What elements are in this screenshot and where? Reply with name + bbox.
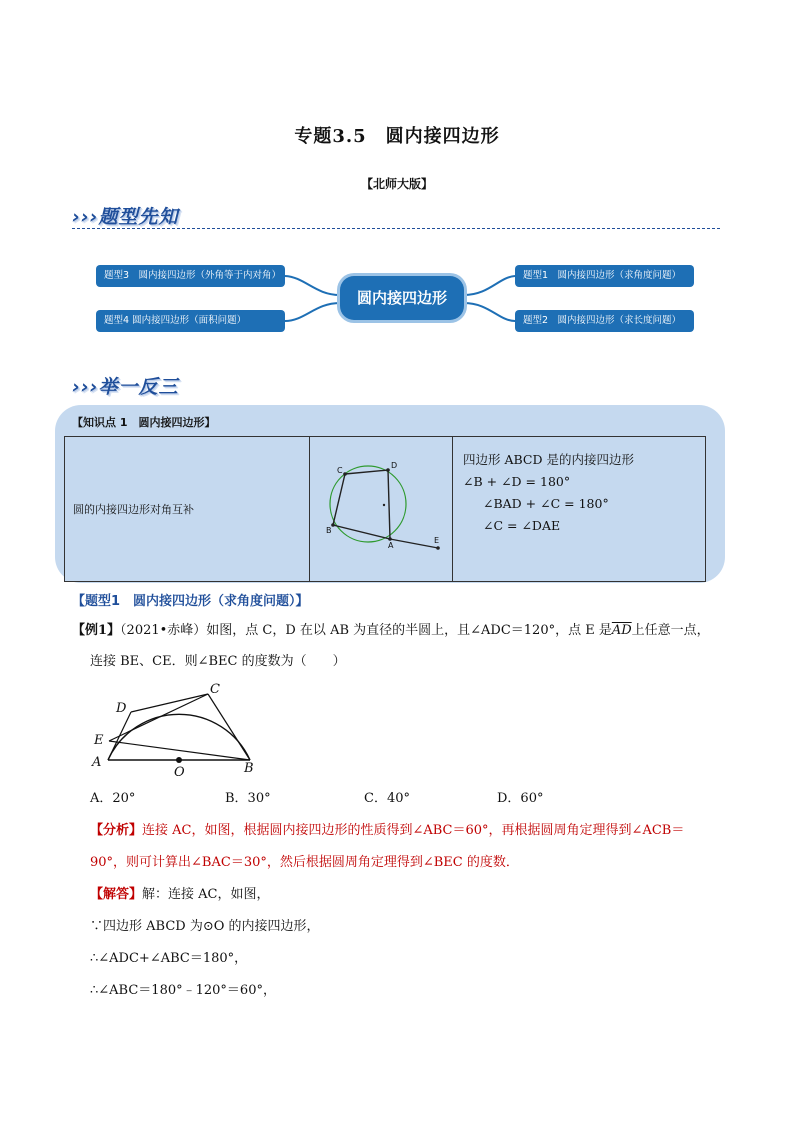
arc-label: $\overline{AD}$ <box>611 623 632 638</box>
point-label-o: O <box>174 765 185 780</box>
page-title: 专题3.5 圆内接四边形 <box>294 126 500 147</box>
knowledge-header: 【知识点 1 圆内接四边形】 <box>72 416 216 429</box>
option-a[interactable]: A．20° <box>90 791 136 806</box>
statement-3: ∠C = ∠DAE <box>483 518 561 533</box>
example-question-part1: （2021•赤峰）如图，点 C，D 在以 AB 为直径的半圆上，且∠ADC＝120°，点 E 是 <box>120 623 612 638</box>
vertex-label-b: B <box>326 526 332 535</box>
vertex-label-e: E <box>434 536 440 545</box>
point-label-c: C <box>210 682 220 697</box>
vertex-label-c: C <box>337 466 343 475</box>
example-question-part2: 上任意一点， <box>631 623 710 638</box>
option-d[interactable]: D．60° <box>497 791 544 806</box>
mindmap-center: 圆内接四边形 <box>340 276 464 320</box>
solution-tag: 【解答】 <box>90 887 143 902</box>
analysis-tag: 【分析】 <box>90 823 143 838</box>
divider-line <box>72 228 720 229</box>
analysis-line-2: 90°，则可计算出∠BAC＝30°，然后根据圆周角定理得到∠BEC 的度数． <box>90 855 519 870</box>
edition-label: 【北师大版】 <box>360 177 433 191</box>
overview-banner: ›››题型先知 <box>72 206 179 228</box>
example-line-2: 连接 BE、CE．则∠BEC 的度数为（ ） <box>90 654 346 669</box>
solution-step-1: ∵四边形 ABCD 为⊙O 的内接四边形， <box>90 919 320 934</box>
solution-line-intro <box>90 880 269 910</box>
point-label-a: A <box>92 755 102 770</box>
point-label-d: D <box>116 701 127 716</box>
mindmap-topic-1[interactable]: 题型1 圆内接四边形（求角度问题） <box>515 265 694 287</box>
vertex-label-a: A <box>388 541 394 550</box>
analysis-line-1 <box>90 816 684 846</box>
statement-1: ∠B + ∠D = 180° <box>463 474 571 489</box>
cyclic-quad-figure <box>310 437 452 581</box>
examples-banner: ›››举一反三 <box>72 376 179 398</box>
point-label-e: E <box>94 733 104 748</box>
option-b[interactable]: B．30° <box>225 791 271 806</box>
knowledge-cell-statements <box>453 437 706 582</box>
mindmap-topic-3[interactable]: 题型3 圆内接四边形（外角等于内对角） <box>96 265 285 287</box>
semicircle-figure <box>88 680 268 780</box>
statement-2: ∠BAD + ∠C = 180° <box>483 496 609 511</box>
option-c[interactable]: C．40° <box>364 791 410 806</box>
analysis-text-1: 连接 AC，如图，根据圆内接四边形的性质得到∠ABC＝60°，再根据圆周角定理得到∠ACB＝ <box>142 823 685 838</box>
solution-step-2: ∴∠ADC+∠ABC＝180°， <box>90 951 248 966</box>
knowledge-cell-text <box>65 437 310 582</box>
solution-intro: 解：连接 AC，如图， <box>142 887 270 902</box>
solution-step-3: ∴∠ABC＝180°﹣120°＝60°， <box>90 983 276 998</box>
example-line-1 <box>72 616 710 646</box>
mindmap-topic-4[interactable]: 题型4 圆内接四边形（面积问题） <box>96 310 285 332</box>
knowledge-property: 圆的内接四边形对角互补 <box>73 503 194 516</box>
point-label-b: B <box>244 761 254 776</box>
mindmap-topic-2[interactable]: 题型2 圆内接四边形（求长度问题） <box>515 310 694 332</box>
statement-0: 四边形 ABCD 是的内接四边形 <box>463 452 634 467</box>
example-tag: 【例1】 <box>72 623 121 638</box>
vertex-label-d: D <box>391 461 398 470</box>
section-heading: 【题型1 圆内接四边形（求角度问题）】 <box>72 594 309 609</box>
knowledge-cell-figure <box>310 437 453 582</box>
knowledge-table <box>64 436 706 582</box>
